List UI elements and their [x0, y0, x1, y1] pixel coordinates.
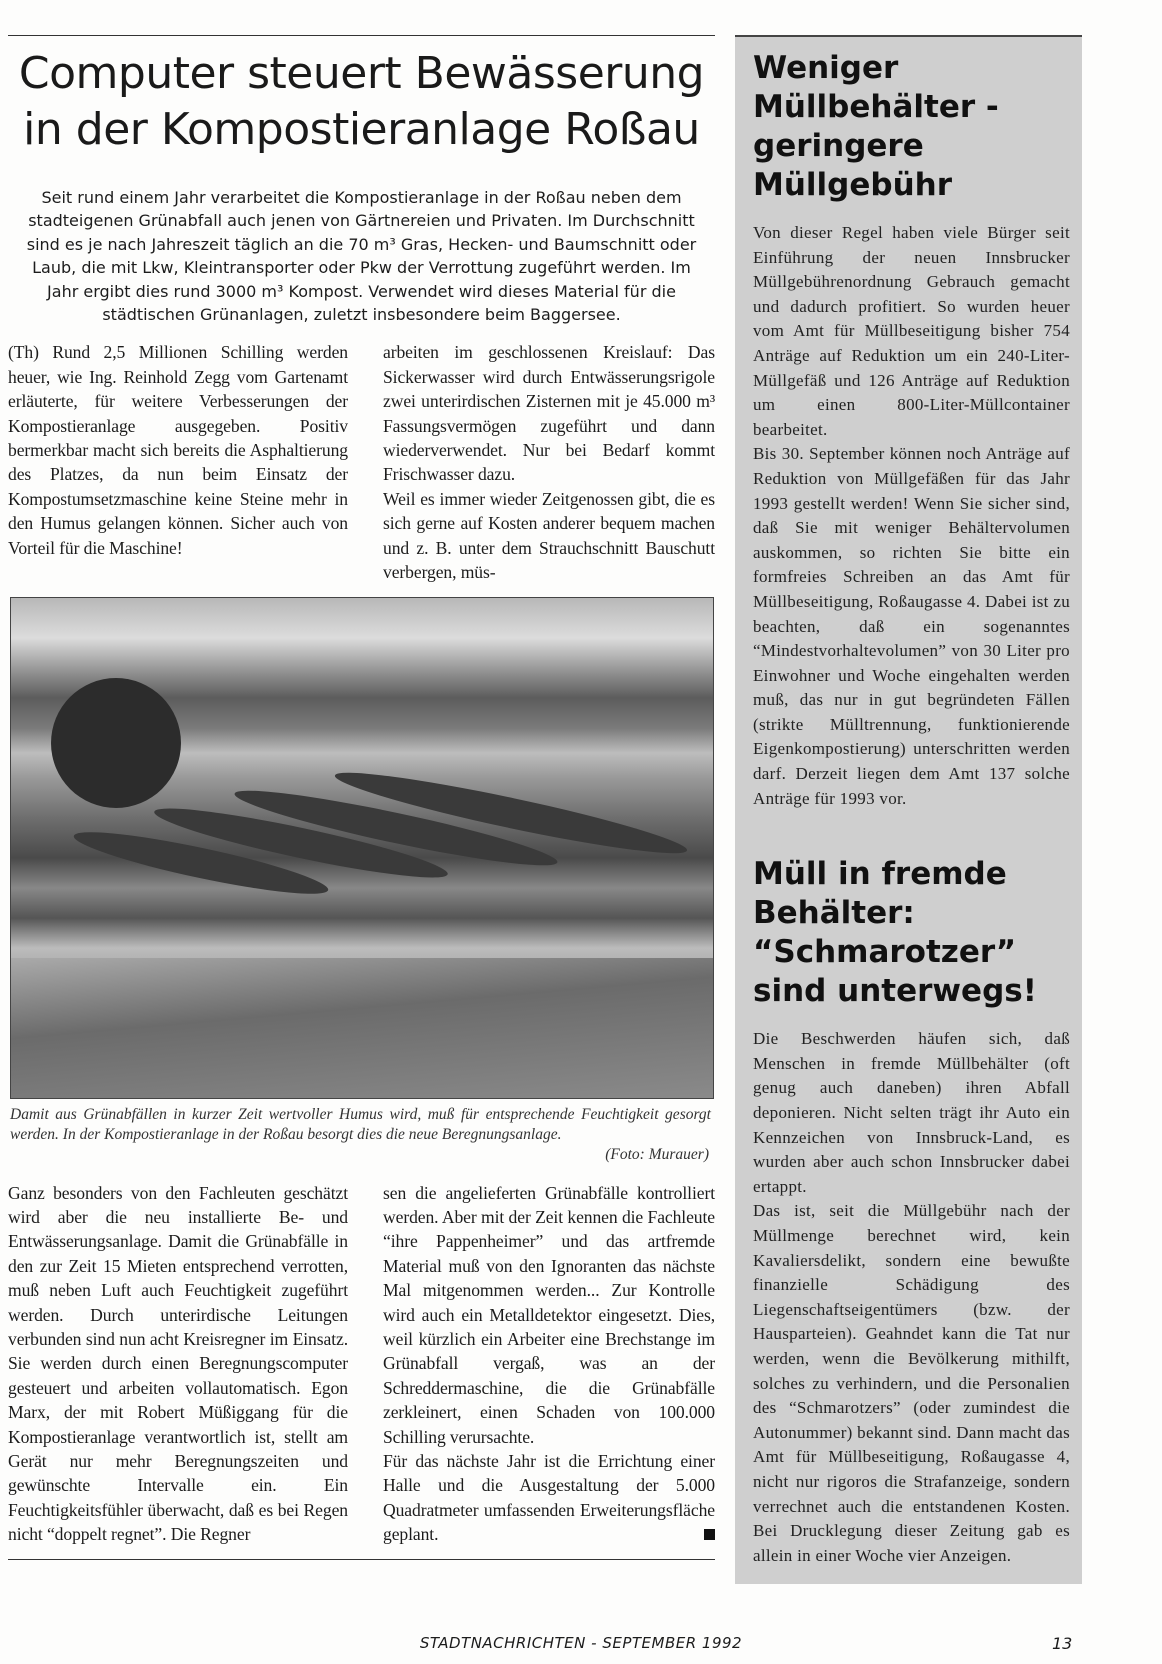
article-column-1	[8, 340, 348, 560]
headline-line: Behälter:	[753, 895, 915, 932]
article-headline	[8, 46, 715, 158]
headline-line: Computer steuert Bewässerung	[18, 48, 705, 99]
sidebar-body-2	[753, 1027, 1070, 1568]
top-rule	[8, 35, 715, 36]
headline-line: Müllgebühr	[753, 167, 953, 203]
paragraph: Weil es immer wieder Zeitgenossen gibt, die es sich gerne auf Kosten anderer bequem machen und z. B. unter dem Strauchschnitt Bauschutt verbergen, müs-	[383, 488, 715, 583]
article-column-4	[383, 1181, 715, 1547]
paragraph: (Th) Rund 2,5 Millionen Schilling werden heuer, wie Ing. Reinhold Zegg vom Gartenamt erläuterte, für weitere Verbesserungen der Kompostieranlage ausgegeben. Positiv bermerkbar macht sich bereits die Asphaltierung des Platzes, da nun beim Einsatz der Kompostumsetzmaschine keine Steine mehr in den Humus gelangen können. Sicher auch von Vorteil für die Maschine!	[8, 342, 348, 558]
compost-site-photo	[10, 597, 714, 1099]
bottom-columns	[8, 1181, 715, 1547]
bottom-rule	[8, 1559, 715, 1560]
article-column-2	[383, 340, 715, 584]
paragraph: Ganz besonders von den Fachleuten geschätzt wird aber die neu installierte Be- und Entwässerungsanlage. Damit die Grünabfälle in den zur Zeit 15 Mieten entsprechend verrotten, muß neben Luft auch Feuchtigkeit zugeführt werden. Durch unterirdische Leitungen verbunden sind nun acht Kreisregner im Einsatz. Sie werden durch einen Beregnungscomputer gesteuert und arbeiten vollautomatisch. Egon Marx, der mit Robert Müßiggang für die Kompostieranlage verantwortlich ist, stellt am Gerät nur mehr Beregnungszeiten und gewünschte Intervalle ein. Ein Feuchtigkeitsfühler überwacht, daß es bei Regen nicht “doppelt regnet”. Die Regner	[8, 1182, 348, 1545]
paragraph: Die Beschwerden häufen sich, daß Menschen in fremde Müllbehälter (oft genug auch daneben) ihren Abfall deponieren. Nicht selten trägt ihr Auto ein Kennzeichen von Innsbruck-Land, es wurden aber auch schon Innsbrucker dabei ertappt.	[753, 1029, 1070, 1196]
page-number: 13	[1052, 1634, 1073, 1653]
article-intro: Seit rund einem Jahr verarbeitet die Kompostieranlage in der Roßau neben dem stadteigenen Grünabfall auch jenen von Gärtnereien und Privaten. Im Durchschnitt sind es je nach Jahreszeit täglich an die 70 m³ Gras, Hecken- und Baumschnitt oder Laub, die mit Lkw, Kleintransporter oder Pkw der Verrottung zugeführt werden. Im Jahr ergibt dies rund 3000 m³ Kompost. Verwendet wird dieses Material für die städtischen Grünanlagen, zuletzt insbesondere beim Baggersee.	[26, 188, 697, 325]
top-columns	[8, 340, 715, 584]
main-article	[8, 35, 715, 1560]
headline-line: Müll in fremde	[753, 856, 1007, 893]
straw-foreground	[11, 958, 713, 1098]
photo-caption: Damit aus Grünabfällen in kurzer Zeit wertvoller Humus wird, muß für entsprechende Feuchtigkeit gesorgt werden. In der Kompostieranlage in der Roßau besorgt dies die neue Beregnungsanlage.	[10, 1105, 711, 1143]
photo-credit: (Foto: Murauer)	[605, 1145, 709, 1163]
headline-line: Weniger	[753, 50, 899, 86]
headline-line: sind unterwegs!	[753, 973, 1037, 1010]
headline-line: “Schmarotzer”	[753, 934, 1017, 971]
article-column-3	[8, 1181, 348, 1547]
headline-line: Müllbehälter -	[753, 89, 999, 125]
paragraph: Für das nächste Jahr ist die Errichtung einer Halle und die Ausgestaltung der 5.000 Quadratmeter umfassenden Erweiterungsfläche geplant.	[383, 1450, 715, 1545]
footer-publication: STADTNACHRICHTEN - SEPTEMBER 1992	[419, 1634, 743, 1652]
headline-line: geringere	[753, 128, 924, 164]
paragraph: sen die angelieferten Grünabfälle kontrolliert werden. Aber mit der Zeit kennen die Fachleute “ihre Pappenheimer” und das artfremde Material muß von den Ignoranten das nächste Mal mitgenommen werden... Zur Kontrolle wird auch ein Metalldetektor eingesetzt. Dies, weil kürzlich ein Arbeiter eine Brechstange im Grünabfall vergaß, was an der Schreddermaschine, die die Grünabfälle zerkleinert, einen Schaden von 100.000 Schilling verursachte.	[383, 1182, 715, 1447]
end-mark-icon	[704, 1529, 715, 1540]
sidebar-box	[735, 35, 1082, 1584]
paragraph: arbeiten im geschlossenen Kreislauf: Das Sickerwasser wird durch Entwässerungsrigole zwei unterirdischen Zisternen mit je 45.000 m³ Fassungsvermögen zugeführt und dann wiederverwendet. Nur bei Bedarf kommt Frischwasser dazu.	[383, 342, 715, 485]
paragraph: Das ist, seit die Müllgebühr nach der Müllmenge berechnet wird, kein Kavaliersdelikt, sondern eine bewußte finanzielle Schädigung des Liegenschaftseigentümers (bzw. der Hausparteien). Geahndet kann die Tat nur werden, wenn die Bevölkerung mithilft, solches zu verhindern, und die Personalien des “Schmarotzers” (oder zumindest die Autonummer) bekannt sind. Dann macht das Amt für Müllbeseitigung, Roßaugasse 4, nicht nur rigoros die Strafanzeige, sondern verrechnet auch die entstandenen Kosten. Bei Drucklegung dieser Zeitung gab es allein in einer Woche vier Anzeigen.	[753, 1201, 1070, 1565]
tree-shape	[51, 678, 181, 808]
headline-line: in der Kompostieranlage Roßau	[23, 104, 700, 155]
sidebar-headline-2	[753, 855, 1070, 1011]
sidebar-headline-1	[753, 49, 1070, 205]
paragraph: Bis 30. September können noch Anträge auf Reduktion von Müllgefäßen für das Jahr 1993 gestellt werden! Wenn Sie sicher sind, daß Sie mit weniger Behältervolumen auskommen, so richten Sie bitte ein formfreies Schreiben an das Amt für Müllbeseitigung, Roßaugasse 4. Dabei ist zu beachten, daß ein sogenanntes “Mindestvorhaltevolumen” von 30 Liter pro Einwohner und Woche eingehalten werden muß, das nur in gut begründeten Fällen (strikte Mülltrennung, funktionierende Eigenkompostierung) unterschritten werden darf. Derzeit liegen dem Amt 137 solche Anträge für 1993 vor.	[753, 444, 1070, 808]
sidebar-body-1	[753, 221, 1070, 811]
paragraph: Von dieser Regel haben viele Bürger seit Einführung der neuen Innsbrucker Müllgebührenordnung Gebrauch gemacht und dadurch profitiert. So wurden heuer vom Amt für Müllbeseitigung bisher 754 Anträge auf Reduktion um ein 240-Liter-Müllgefäß und 126 Anträge auf Reduktion um einen 800-Liter-Müllcontainer bearbeitet.	[753, 223, 1070, 439]
